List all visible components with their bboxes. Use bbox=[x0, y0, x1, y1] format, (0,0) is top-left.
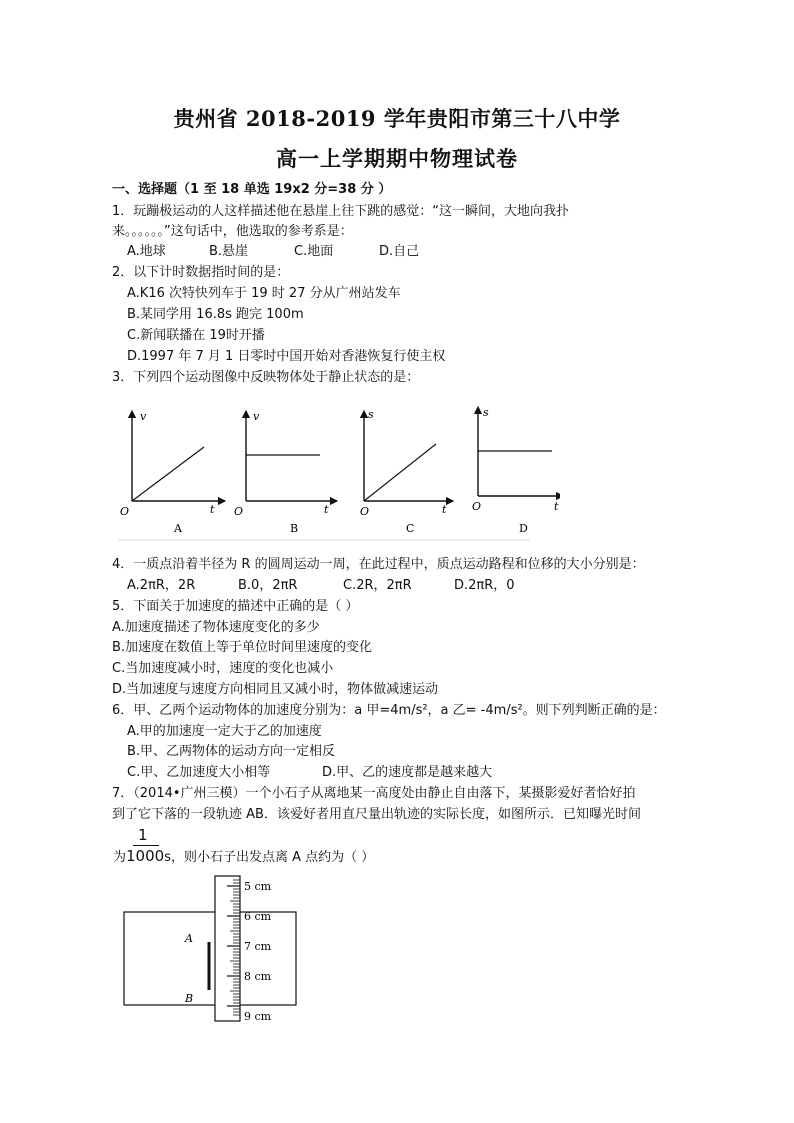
graph-b-x-label: t bbox=[324, 503, 329, 516]
q1-option-b: B.悬崖 bbox=[209, 244, 249, 259]
graph-d-y-label: s bbox=[483, 406, 489, 419]
q2-option-b: B.某同学用 16.8s 跑完 100m bbox=[127, 307, 304, 322]
q6-option-c: C.甲、乙加速度大小相等 bbox=[127, 765, 271, 780]
graph-a-y-label: v bbox=[140, 410, 147, 423]
q5-option-a: A.加速度描述了物体速度变化的多少 bbox=[112, 620, 320, 635]
q7-fraction-unit: s bbox=[164, 850, 171, 865]
exam-title-line2: 高一上学期期中物理试卷 bbox=[276, 146, 518, 171]
q1-option-d: D.自己 bbox=[379, 244, 420, 259]
graph-a-line bbox=[132, 447, 204, 501]
graph-d-origin: O bbox=[472, 500, 482, 513]
graph-c-line bbox=[364, 444, 436, 501]
q6-stem: 6．甲、乙两个运动物体的加速度分别为：a 甲=4m/s²，a 乙= -4m/s²。则下列判断正确的是： bbox=[112, 703, 666, 718]
graph-c bbox=[360, 408, 450, 535]
ruler-label-9cm: 9 cm bbox=[244, 1010, 272, 1023]
graph-d-x-label: t bbox=[554, 500, 559, 513]
q2-option-d: D.1997 年 7 月 1 日零时中国开始对香港恢复行使主权 bbox=[127, 349, 446, 364]
q4-option-c: C.2R，2πR bbox=[343, 578, 412, 593]
q6-option-b: B.甲、乙两物体的运动方向一定相反 bbox=[127, 744, 336, 759]
q5-option-b: B.加速度在数值上等于单位时间里速度的变化 bbox=[112, 640, 373, 655]
ruler-label-8cm: 8 cm bbox=[244, 970, 272, 983]
graph-c-x-label: t bbox=[442, 503, 447, 516]
graph-c-origin: O bbox=[360, 505, 370, 518]
q6-option-a: A.甲的加速度一定大于乙的加速度 bbox=[127, 724, 322, 739]
q4-option-d: D.2πR，0 bbox=[454, 578, 515, 593]
section-heading: 一、选择题（1 至 18 单选 19x2 分=38 分 ） bbox=[112, 182, 392, 197]
q7-fraction-line bbox=[113, 846, 374, 865]
graph-a-origin: O bbox=[120, 505, 130, 518]
q7-stem-line1: 7．（2014•广州三模）一个小石子从离地某一高度处由静止自由落下，某摄影爱好者恰好拍 bbox=[112, 786, 636, 801]
graph-c-y-label: s bbox=[368, 408, 374, 421]
graph-c-caption: C bbox=[406, 522, 415, 535]
graph-a-x-label: t bbox=[210, 503, 215, 516]
ruler-label-6cm: 6 cm bbox=[244, 910, 272, 923]
exam-title-line1: 贵州省 2018-2019 学年贵阳市第三十八中学 bbox=[173, 106, 621, 131]
graph-a bbox=[120, 410, 222, 535]
graph-d bbox=[472, 406, 560, 535]
q6-option-d: D.甲、乙的速度都是越来越大 bbox=[322, 765, 493, 780]
point-a-label: A bbox=[185, 932, 193, 945]
ruler-label-7cm: 7 cm bbox=[244, 940, 272, 953]
q3-graphs-figure bbox=[110, 400, 560, 545]
q7-stem-line2: 到了它下落的一段轨迹 AB．该爱好者用直尺量出轨迹的实际长度，如图所示．已知曝光时间 bbox=[112, 807, 641, 822]
graph-b-y-label: v bbox=[253, 410, 260, 423]
q5-stem: 5．下面关于加速度的描述中正确的是（ ） bbox=[112, 599, 359, 614]
q2-stem: 2．以下计时数据指时间的是： bbox=[112, 265, 290, 280]
q3-stem: 3．下列四个运动图像中反映物体处于静止状态的是： bbox=[112, 370, 420, 385]
q4-stem: 4．一质点沿着半径为 R 的圆周运动一周，在此过程中，质点运动路程和位移的大小分别是： bbox=[112, 557, 645, 572]
q2-option-c: C.新闻联播在 19时开播 bbox=[127, 328, 265, 343]
q4-option-a: A.2πR，2R bbox=[127, 578, 196, 593]
graph-d-caption: D bbox=[519, 522, 528, 535]
graph-b bbox=[234, 410, 334, 535]
q5-option-c: C.当加速度减小时，速度的变化也减小 bbox=[112, 661, 334, 676]
graph-b-origin: O bbox=[234, 505, 244, 518]
q5-option-d: D.当加速度与速度方向相同且又减小时，物体做减速运动 bbox=[112, 682, 439, 697]
point-b-label: B bbox=[185, 992, 194, 1005]
q7-fraction-denominator: 1000 bbox=[126, 847, 165, 865]
q1-option-c: C.地面 bbox=[294, 244, 334, 259]
q1-stem-line1: 1．玩蹦极运动的人这样描述他在悬崖上往下跳的感觉：“这一瞬间，大地向我扑 bbox=[112, 204, 570, 219]
q4-option-b: B.0，2πR bbox=[238, 578, 298, 593]
graph-a-caption: A bbox=[174, 522, 182, 535]
q2-option-a: A.K16 次特快列车于 19 时 27 分从广州站发车 bbox=[127, 286, 401, 301]
q7-stem-line3: ，则小石子出发点离 A 点约为（ ） bbox=[170, 850, 375, 865]
graph-b-caption: B bbox=[290, 522, 299, 535]
q1-option-a: A.地球 bbox=[127, 244, 166, 259]
q7-ruler-figure bbox=[115, 872, 315, 1024]
q7-fraction-numerator: 1 bbox=[138, 826, 148, 844]
ruler-label-5cm: 5 cm bbox=[244, 880, 272, 893]
q1-stem-line2: 来。。。。。。”这句话中，他选取的参考系是： bbox=[112, 224, 353, 239]
q7-fraction-prefix: 为 bbox=[113, 850, 127, 865]
